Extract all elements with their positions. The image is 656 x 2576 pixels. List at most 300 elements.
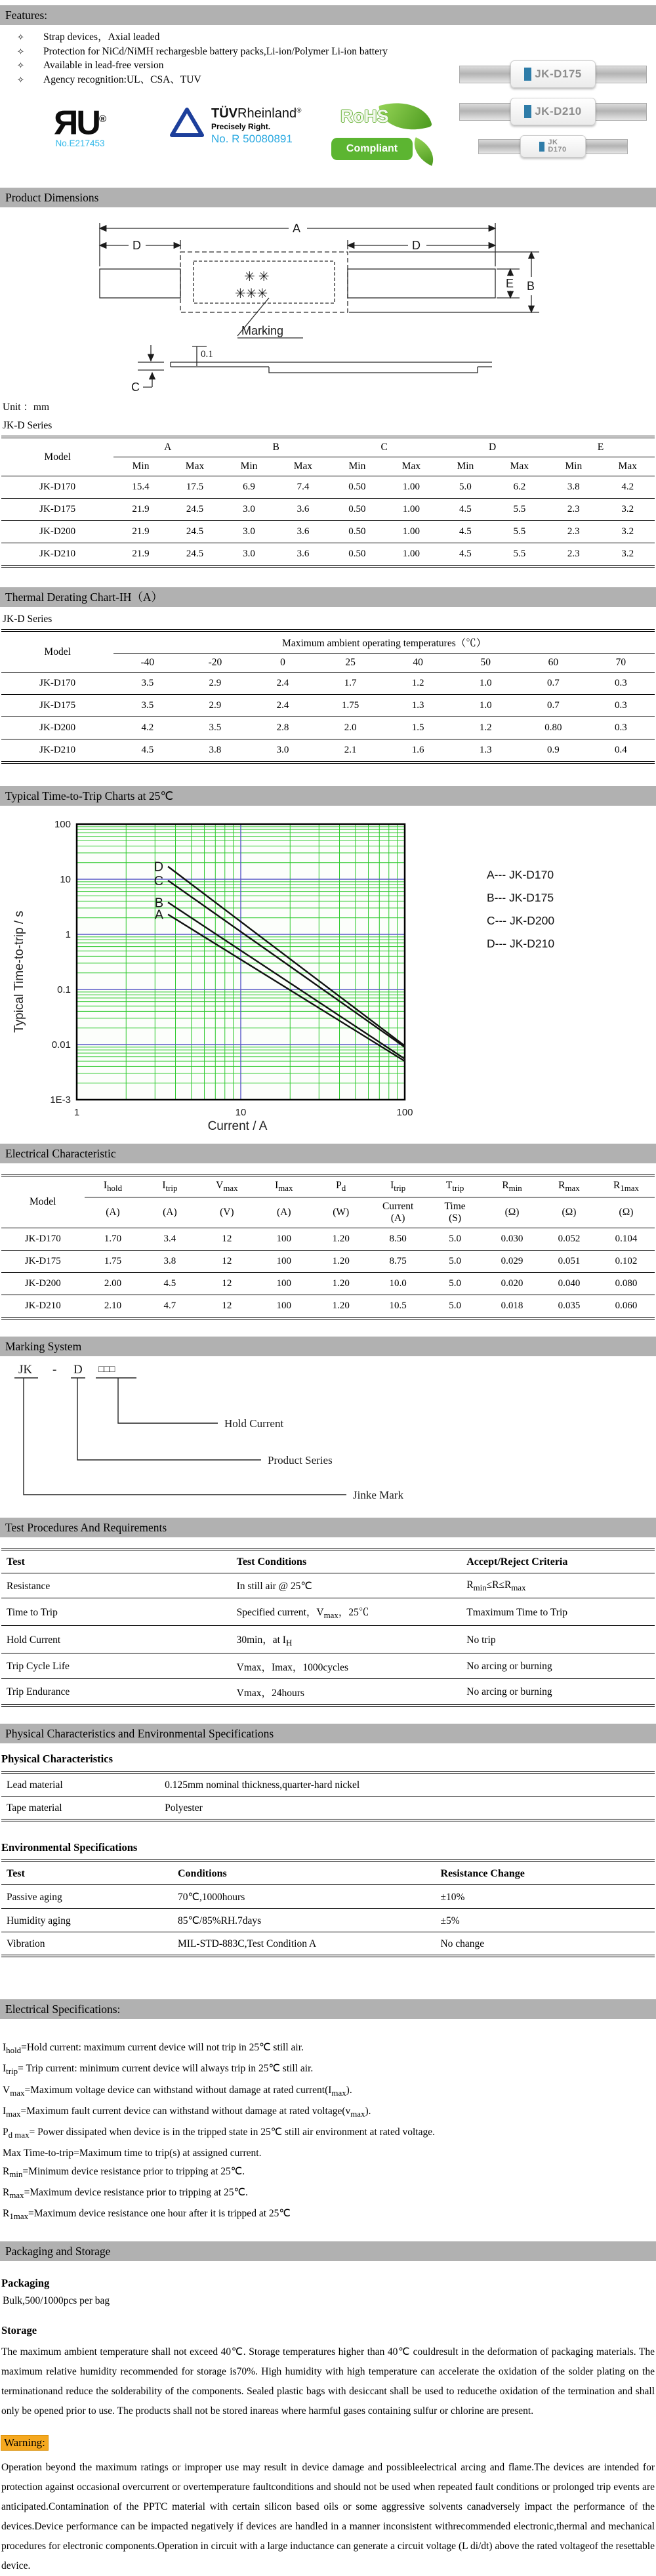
table-cell: JK-D175	[1, 1251, 85, 1273]
table-cell: 4.5	[438, 521, 492, 543]
table-cell: $R_{min}\le R\le R_{max}$	[461, 1573, 655, 1598]
table-cell: $R_{1max}$	[598, 1175, 655, 1197]
table-cell: Conditions	[173, 1861, 435, 1885]
table-cell: Vibration	[7, 1938, 45, 1950]
device-lead	[459, 66, 514, 83]
diamond-bullet-icon: ✧	[17, 32, 24, 42]
table-cell: 30min，at $I_H$	[232, 1626, 462, 1653]
table-cell: 1.20	[312, 1228, 369, 1251]
table-cell: 0.020	[483, 1273, 541, 1295]
table-row	[1, 673, 655, 695]
table-cell: Min	[330, 457, 384, 476]
test-procedures-table	[1, 1548, 655, 1707]
table-cell: 100	[276, 1300, 292, 1312]
table-cell: (A)	[255, 1197, 312, 1228]
trip-chart-area	[0, 812, 656, 1144]
table-cell: Time (S)	[426, 1197, 483, 1228]
table-cell: C	[330, 437, 438, 457]
electrical-characteristic-table	[1, 1174, 655, 1319]
table-cell: 40	[384, 654, 452, 673]
packaging-heading: Packaging	[1, 2277, 50, 2290]
section-header-pack-store	[0, 2241, 656, 2261]
section-title: Test Procedures And Requirements	[5, 1521, 167, 1535]
table-cell: 3.8	[209, 745, 222, 755]
table-cell: 100	[255, 1273, 312, 1295]
section-title: Thermal Derating Chart-IH（A）	[5, 591, 163, 604]
tuv-cert-number: No. R 50080891	[211, 133, 293, 145]
section-title: Physical Characteristics and Environmental Specifications	[5, 1727, 274, 1741]
rohs-compliant-pill: Compliant	[331, 138, 413, 160]
table-cell: 3.8	[141, 1251, 198, 1273]
table-cell: 1.20	[312, 1251, 369, 1273]
table-cell: Min	[438, 457, 492, 476]
table-cell: Test	[1, 1861, 173, 1885]
registered-symbol: ®	[297, 107, 302, 115]
device-lead	[592, 66, 647, 83]
table-cell: Max	[168, 457, 222, 476]
tuv-bold: TÜV	[211, 106, 237, 121]
section-title: Electrical Characteristic	[5, 1147, 116, 1160]
table-cell: JK-D175	[1, 695, 113, 717]
table-cell: 0.080	[598, 1273, 655, 1295]
device-label: JK-D175	[535, 68, 582, 80]
table-cell: $I_{hold}$	[85, 1175, 142, 1197]
table-cell: 3.5	[113, 695, 181, 717]
table-header-row	[1, 1861, 655, 1885]
table-cell: 8.50	[369, 1228, 426, 1251]
table-cell: No change	[440, 1938, 485, 1950]
table-cell: -40	[113, 654, 181, 673]
table-cell: 6.2	[493, 476, 546, 499]
table-cell: 4.2	[113, 717, 181, 739]
table-row	[1, 1295, 655, 1319]
table-cell: 24.5	[168, 499, 222, 521]
dimension-table	[1, 436, 655, 568]
table-cell: 0.018	[501, 1300, 523, 1312]
table-cell: ±5%	[435, 1909, 655, 1932]
table-cell: Hold Current	[1, 1626, 232, 1653]
table-cell: 0.7	[520, 673, 587, 695]
tuv-rest: Rheinland	[237, 106, 297, 121]
definition-line: $R_{min}=Minimum$ device resistance prior to tripping at 25℃.	[3, 2165, 245, 2179]
table-cell: 1.0	[452, 695, 520, 717]
table-cell: 1.75	[317, 695, 384, 717]
y-tick-label: 100	[54, 819, 71, 830]
marking-part-d: D	[73, 1363, 83, 1377]
table-cell: $V_{max}$	[198, 1175, 255, 1197]
series-label: JK-D Series	[3, 420, 52, 431]
table-cell: (V)	[198, 1197, 255, 1228]
physical-characteristics-table	[1, 1771, 655, 1821]
device-blue-tab	[539, 142, 544, 152]
marking-part-dash: -	[52, 1363, 57, 1377]
feature-item	[0, 45, 656, 59]
trip-chart-plot	[41, 819, 447, 1115]
dim-label-c: C	[131, 381, 140, 394]
feature-text: Protection for NiCd/NiMH rechargesble battery packs,Li-ion/Polymer Li-ion battery	[43, 45, 388, 57]
table-cell: 1.5	[384, 717, 452, 739]
table-cell: 2.1	[344, 745, 357, 755]
table-cell: 0.029	[483, 1251, 541, 1273]
table-cell: 4.5	[141, 745, 154, 755]
table-cell: 1.00	[402, 549, 420, 559]
table-cell: 15.4	[113, 476, 167, 499]
x-tick-label: 1	[73, 1107, 80, 1115]
table-row	[1, 695, 655, 717]
definition-line: $I_{trip}=$ Trip current: minimum current device will always trip in 25℃ still air.	[3, 2063, 314, 2077]
y-tick-label: 1E-3	[50, 1094, 71, 1106]
table-cell: 3.5	[113, 673, 181, 695]
table-cell: 0.035	[558, 1300, 581, 1312]
table-cell: MIL-STD-883C,Test Condition A	[178, 1938, 317, 1950]
table-cell: No arcing or burning	[461, 1653, 655, 1679]
table-cell: Tape material	[7, 1802, 62, 1814]
dim-label-thickness: 0.1	[201, 349, 213, 360]
y-tick-label: 0.01	[51, 1039, 71, 1050]
table-cell: 24.5	[168, 521, 222, 543]
tuv-text-block	[211, 106, 301, 146]
y-tick-label: 10	[60, 874, 71, 885]
table-cell: 1.3	[384, 695, 452, 717]
device-label: JK D170	[548, 138, 567, 154]
table-cell: 60	[520, 654, 587, 673]
table-cell: Vmax，24hours	[236, 1688, 304, 1699]
table-cell: 5.0	[449, 1300, 461, 1312]
table-cell: 3.2	[601, 499, 655, 521]
definition-line: $V_{max}=Maximum$ voltage device can withstand without damage at rated $current(I_{max})$.	[3, 2084, 352, 2098]
table-row	[1, 1228, 655, 1251]
table-cell: $I_{trip}$	[141, 1175, 198, 1197]
table-row	[1, 1251, 655, 1273]
dim-label-d-left: D	[133, 239, 141, 252]
environmental-specifications-heading: Environmental Specifications	[1, 1841, 138, 1854]
table-row	[1, 1885, 655, 1909]
features-section	[0, 5, 656, 175]
table-cell: 1.20	[332, 1300, 350, 1312]
definition-line: $I_{max}=Maximum$ fault current device can withstand without damage at rated $voltage(v_{max})$.	[3, 2105, 371, 2119]
table-cell: 8.75	[369, 1251, 426, 1273]
table-cell: 1.7	[317, 673, 384, 695]
table-cell: JK-D200	[1, 717, 113, 739]
device-blue-tab	[524, 105, 531, 118]
table-cell: D	[438, 437, 546, 457]
table-cell: JK-D175	[1, 499, 113, 521]
table-cell: 2.3	[546, 521, 600, 543]
table-cell: (Ω)	[541, 1197, 598, 1228]
table-cell: 50	[452, 654, 520, 673]
table-cell: 100	[255, 1251, 312, 1273]
physical-characteristics-heading: Physical Characteristics	[1, 1753, 113, 1766]
section-header-elec-spec	[0, 1999, 656, 2019]
storage-paragraph: The maximum ambient temperature shall not exceed 40℃. Storage temperatures higher than 40℃ couldresult in the deformation of packaging materials. The maximum relative humidity recommended for storage is70%. High humidity with high temperature can accelerate the oxidation of the solder plating on the terminationand reduce the solderability of the components. Sealed plastic bags with desiccant shall be used to reducethe oxidation of the termination and shall only be opened prior to use. The products shall not be stored inareas where harmful gases containing sulfur or chlorine are present.	[1, 2346, 655, 2417]
table-cell: 5.5	[513, 549, 526, 559]
dim-label-a: A	[293, 222, 301, 235]
section-header-phys-env	[0, 1724, 656, 1743]
table-cell: Min	[113, 457, 167, 476]
table-cell: $R_{min}$	[483, 1175, 541, 1197]
table-cell: 1.00	[384, 499, 438, 521]
table-cell: E	[546, 437, 655, 457]
table-row	[1, 1573, 655, 1598]
table-cell: 4.5	[459, 549, 472, 559]
table-cell: 3.6	[276, 521, 330, 543]
ul-mark-text: ЯU	[54, 104, 99, 142]
tuv-triangle-icon	[169, 106, 205, 139]
table-cell: Model	[1, 631, 113, 673]
table-cell: Resistance	[1, 1573, 232, 1598]
table-cell: 2.00	[85, 1273, 142, 1295]
table-cell: 2.3	[546, 499, 600, 521]
table-cell: 4.5	[438, 499, 492, 521]
table-cell: ±10%	[435, 1885, 655, 1909]
table-cell: 12	[198, 1228, 255, 1251]
ul-file-number: No.E217453	[55, 138, 105, 149]
section-title: Electrical Specifications:	[5, 2003, 121, 2016]
legend-entry: A--- JK-D170	[487, 868, 554, 881]
table-cell: 17.5	[168, 476, 222, 499]
table-cell: 0.102	[598, 1251, 655, 1273]
marking-stars: ✳✳✳	[235, 287, 268, 301]
table-cell: 3.6	[297, 549, 310, 559]
table-cell: 3.0	[276, 745, 289, 755]
table-cell: 2.3	[567, 549, 580, 559]
marking-part-boxes: □□□	[98, 1365, 115, 1375]
table-cell: 5.0	[426, 1273, 483, 1295]
table-subheader-row	[1, 1197, 655, 1228]
table-cell: Maximum ambient operating temperatures（℃）	[113, 631, 655, 654]
table-cell: 2.9	[181, 673, 249, 695]
table-cell: 21.9	[113, 521, 167, 543]
definition-line: $I_{hold}=Hold$ current: maximum current device will not trip in 25℃ still air.	[3, 2042, 304, 2056]
warning-label: Warning:	[1, 2436, 48, 2450]
table-cell: 4.5	[141, 1273, 198, 1295]
table-row	[1, 1772, 655, 1797]
section-header-product-dimensions	[0, 188, 656, 207]
table-cell: Max	[276, 457, 330, 476]
tuv-name	[211, 106, 301, 121]
table-cell: 1.3	[479, 745, 492, 755]
legend-entry: B--- JK-D175	[487, 891, 554, 904]
table-cell: 4.7	[163, 1300, 176, 1312]
diamond-bullet-icon: ✧	[17, 74, 24, 85]
table-cell: 4.2	[601, 476, 655, 499]
chart-x-axis-label: Current / A	[207, 1119, 268, 1133]
tuv-logo	[169, 106, 301, 146]
table-cell: $P_d$	[312, 1175, 369, 1197]
table-cell: Time to Trip	[1, 1598, 232, 1626]
table-cell: 0.060	[615, 1300, 638, 1312]
table-cell: 3.4	[141, 1228, 198, 1251]
section-header-features	[0, 5, 656, 25]
table-row	[1, 521, 655, 543]
definition-line: $R_{max}=Maximum$ device resistance prior to tripping at 25℃.	[3, 2186, 248, 2201]
table-cell: Passive aging	[1, 1885, 173, 1909]
section-header-electrical	[0, 1144, 656, 1163]
table-cell: Current (A)	[369, 1197, 426, 1228]
marking-part-jk: JK	[18, 1363, 33, 1377]
unit-note: Unit ：mm	[3, 402, 50, 413]
table-cell: JK-D210	[39, 745, 76, 755]
table-cell: 2.10	[104, 1300, 122, 1312]
device-label: JK-D210	[535, 105, 582, 117]
table-cell: 0.3	[587, 673, 655, 695]
y-tick-label: 1	[65, 929, 71, 940]
dim-label-d-right: D	[412, 239, 420, 252]
device-body	[520, 135, 586, 157]
definition-line: Max Time-to-trip=Maximum time to trip(s) at assigned current.	[3, 2147, 262, 2159]
table-row	[1, 1626, 655, 1653]
marking-label-product-series: Product Series	[268, 1454, 333, 1467]
table-cell: 2.8	[249, 717, 316, 739]
table-cell: (Ω)	[598, 1197, 655, 1228]
table-cell: 0.3	[587, 695, 655, 717]
feature-text: Agency recognition:UL、CSA、TUV	[43, 73, 201, 85]
table-cell: JK-D210	[24, 1300, 61, 1312]
table-cell: 12	[222, 1300, 232, 1312]
table-cell: 0.50	[330, 499, 384, 521]
table-cell: B	[222, 437, 330, 457]
table-cell: (A)	[85, 1197, 142, 1228]
table-cell: Trip Cycle Life	[1, 1653, 232, 1679]
table-cell: 0.50	[348, 549, 366, 559]
table-cell: -20	[181, 654, 249, 673]
table-cell: JK-D200	[1, 521, 113, 543]
table-cell: 1.20	[312, 1273, 369, 1295]
section-title: Packaging and Storage	[5, 2245, 111, 2258]
table-cell: A	[113, 437, 222, 457]
table-cell: Max	[493, 457, 546, 476]
marking-stars: ✳ ✳	[244, 270, 270, 284]
table-cell: 12	[198, 1273, 255, 1295]
packaging-text: Bulk,500/1000pcs per bag	[3, 2295, 110, 2307]
table-cell: (A)	[141, 1197, 198, 1228]
curve-label-C: C	[154, 873, 164, 888]
tuv-tagline: Precisely Right.	[211, 122, 271, 131]
table-cell: In still air @ 25℃	[232, 1573, 462, 1598]
table-cell: Model	[1, 1175, 85, 1228]
table-cell: Resistance Change	[435, 1861, 655, 1885]
dim-label-e: E	[506, 277, 514, 290]
table-cell: 10.5	[389, 1300, 407, 1312]
table-cell: 21.9	[132, 549, 150, 559]
table-row	[1, 1679, 655, 1706]
datasheet-page	[0, 5, 656, 2576]
y-tick-label: 0.1	[57, 984, 71, 995]
table-cell: Vmax，Imax，1000cycles	[232, 1653, 462, 1679]
table-cell: $I_{max}$	[255, 1175, 312, 1197]
table-cell: 1.2	[452, 717, 520, 739]
table-cell: 3.2	[601, 521, 655, 543]
marking-system-diagram	[0, 1359, 525, 1505]
rohs-word: RoHS	[340, 106, 389, 126]
section-header-trip-chart	[0, 786, 656, 806]
table-cell: Min	[222, 457, 276, 476]
curve-label-B: B	[154, 896, 164, 911]
feature-text: Available in lead-free version	[43, 60, 164, 71]
strap-device-photo	[451, 60, 655, 88]
table-cell: JK-D170	[1, 476, 113, 499]
table-cell: 2.4	[249, 673, 316, 695]
table-cell: Polyester	[165, 1802, 203, 1814]
table-cell: 3.0	[243, 549, 255, 559]
table-cell: 1.00	[384, 521, 438, 543]
table-cell: 0.051	[541, 1251, 598, 1273]
section-title: Typical Time-to-Trip Charts at 25℃	[5, 789, 173, 802]
table-cell: Humidity aging	[1, 1909, 173, 1932]
table-header-row	[1, 631, 655, 654]
curve-label-D: D	[154, 860, 164, 875]
rohs-logo	[331, 101, 433, 167]
table-cell: 2.0	[317, 717, 384, 739]
x-tick-label: 10	[235, 1107, 247, 1115]
ul-recognized-mark-icon	[54, 101, 106, 141]
electrical-definitions	[3, 2039, 656, 2226]
table-cell: JK-D210	[39, 549, 76, 559]
section-title: Marking System	[5, 1340, 82, 1354]
table-row	[1, 1598, 655, 1626]
table-cell: 1.75	[85, 1251, 142, 1273]
chart-legend	[487, 863, 554, 955]
table-cell: 2.4	[249, 695, 316, 717]
table-cell: 10.0	[369, 1273, 426, 1295]
device-body	[510, 98, 596, 125]
table-cell: 2.9	[181, 695, 249, 717]
table-row	[1, 1653, 655, 1679]
table-cell: 3.0	[222, 521, 276, 543]
table-cell: 5.0	[438, 476, 492, 499]
table-cell: Lead material	[1, 1772, 159, 1797]
section-header-test	[0, 1518, 656, 1537]
table-row	[1, 1932, 655, 1957]
definition-line: $R_{1max}=Maximum$ device resistance one hour after it is tripped at 25℃	[3, 2208, 291, 2222]
table-cell: Max	[384, 457, 438, 476]
feature-text: Strap devices，Axial leaded	[43, 31, 160, 43]
table-cell: 0.50	[330, 476, 384, 499]
table-cell: 3.2	[621, 549, 634, 559]
table-cell: Trip Endurance	[7, 1686, 70, 1698]
table-cell: $R_{max}$	[541, 1175, 598, 1197]
table-cell: 0.7	[520, 695, 587, 717]
table-cell: 12	[198, 1251, 255, 1273]
thermal-derating-table	[1, 629, 655, 764]
legend-entry: D--- JK-D210	[487, 937, 555, 950]
table-cell: 0	[249, 654, 316, 673]
definition-line: $P_{d max}=$ Power dissipated when device is in the tripped state in 25℃ still air environment at rated voltage.	[3, 2126, 435, 2140]
table-cell: Accept/Reject Criteria	[461, 1549, 655, 1573]
table-cell: Specified current，$V_{max}$，25℃	[232, 1598, 462, 1626]
table-header-row	[1, 1549, 655, 1573]
table-cell: Test Conditions	[232, 1549, 462, 1573]
table-cell: 1.6	[411, 745, 424, 755]
registered-symbol: ®	[98, 114, 106, 125]
feature-item	[0, 30, 656, 45]
table-cell: 0.040	[541, 1273, 598, 1295]
table-cell: 1.70	[85, 1228, 142, 1251]
diamond-bullet-icon: ✧	[17, 46, 24, 56]
table-cell: 3.5	[181, 717, 249, 739]
section-header-thermal	[0, 587, 656, 607]
table-cell: 100	[255, 1228, 312, 1251]
dim-label-b: B	[527, 280, 535, 293]
table-cell: 1.00	[384, 476, 438, 499]
table-cell: 25	[317, 654, 384, 673]
legend-entry: C--- JK-D200	[487, 914, 555, 927]
table-cell: JK-D200	[1, 1273, 85, 1295]
device-blue-tab	[524, 68, 531, 81]
table-cell: 21.9	[113, 499, 167, 521]
table-row	[1, 739, 655, 763]
table-cell: Test	[1, 1549, 232, 1573]
